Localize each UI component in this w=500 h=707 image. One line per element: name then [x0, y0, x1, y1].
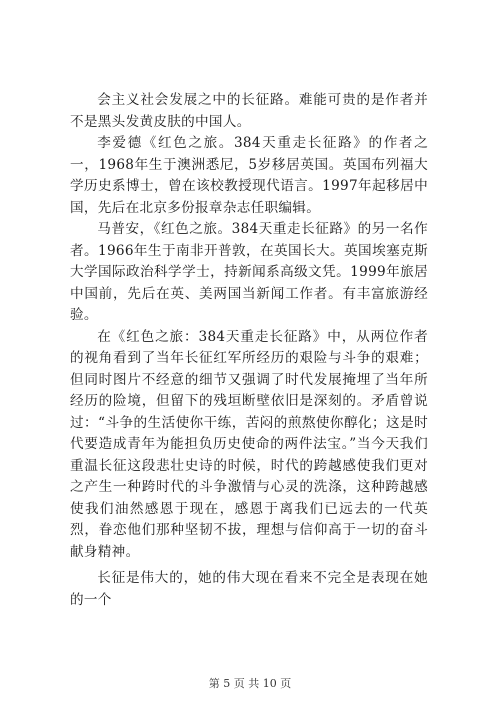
paragraph-1: 会主义社会发展之中的长征路。难能可贵的是作者并不是黑头发黄皮肤的中国人。: [70, 92, 428, 130]
page-footer: 第 5 页 共 10 页: [208, 677, 292, 690]
paragraph-3: 马普安，《红色之旅。384天重走长征路》的另一名作者。1966年生于南非开普敦，在英国长大。英国埃塞克斯大学国际政治科学学士，持新闻系高级文凭。1999年旅居中国前，先后在英、美两国当新闻工作者。有丰富旅游经验。: [70, 221, 428, 323]
paragraph-2: 李爱德《红色之旅。384天重走长征路》的作者之一，1968年生于澳洲悉尼，5岁移居英国。英国布列福大学历史系博士，曾在该校教授现代语言。1997年起移居中国，先后在北京多份报章杂志任职编辑。: [70, 135, 428, 216]
body-text: [70, 90, 428, 611]
paragraph-5: 长征是伟大的，她的伟大现在看来不完全是表现在她的一个: [70, 570, 428, 608]
paragraph-4: 在《红色之旅：384天重走长征路》中，从两位作者的视角看到了当年长征红军所经历的艰险与斗争的艰难；但同时图片不经意的细节又强调了时代发展掩埋了当年所经历的险境，但留下的残垣断壁依旧是深刻的。矛盾曾说过：“斗争的生活使你干练，苦闷的煎熬使你醇化；这是时代要造成青年为能担负历史使命的两件法宝。”当今天我们重温长征这段悲壮史诗的时候，时代的跨越感使我们更对之产生一种跨时代的斗争激情与心灵的洗涤，这种跨越感使我们油然感恩于现在，感恩于离我们已远去的一代英烈，眷恋他们那种坚韧不拔，理想与信仰高于一切的奋斗献身精神。: [70, 328, 428, 560]
